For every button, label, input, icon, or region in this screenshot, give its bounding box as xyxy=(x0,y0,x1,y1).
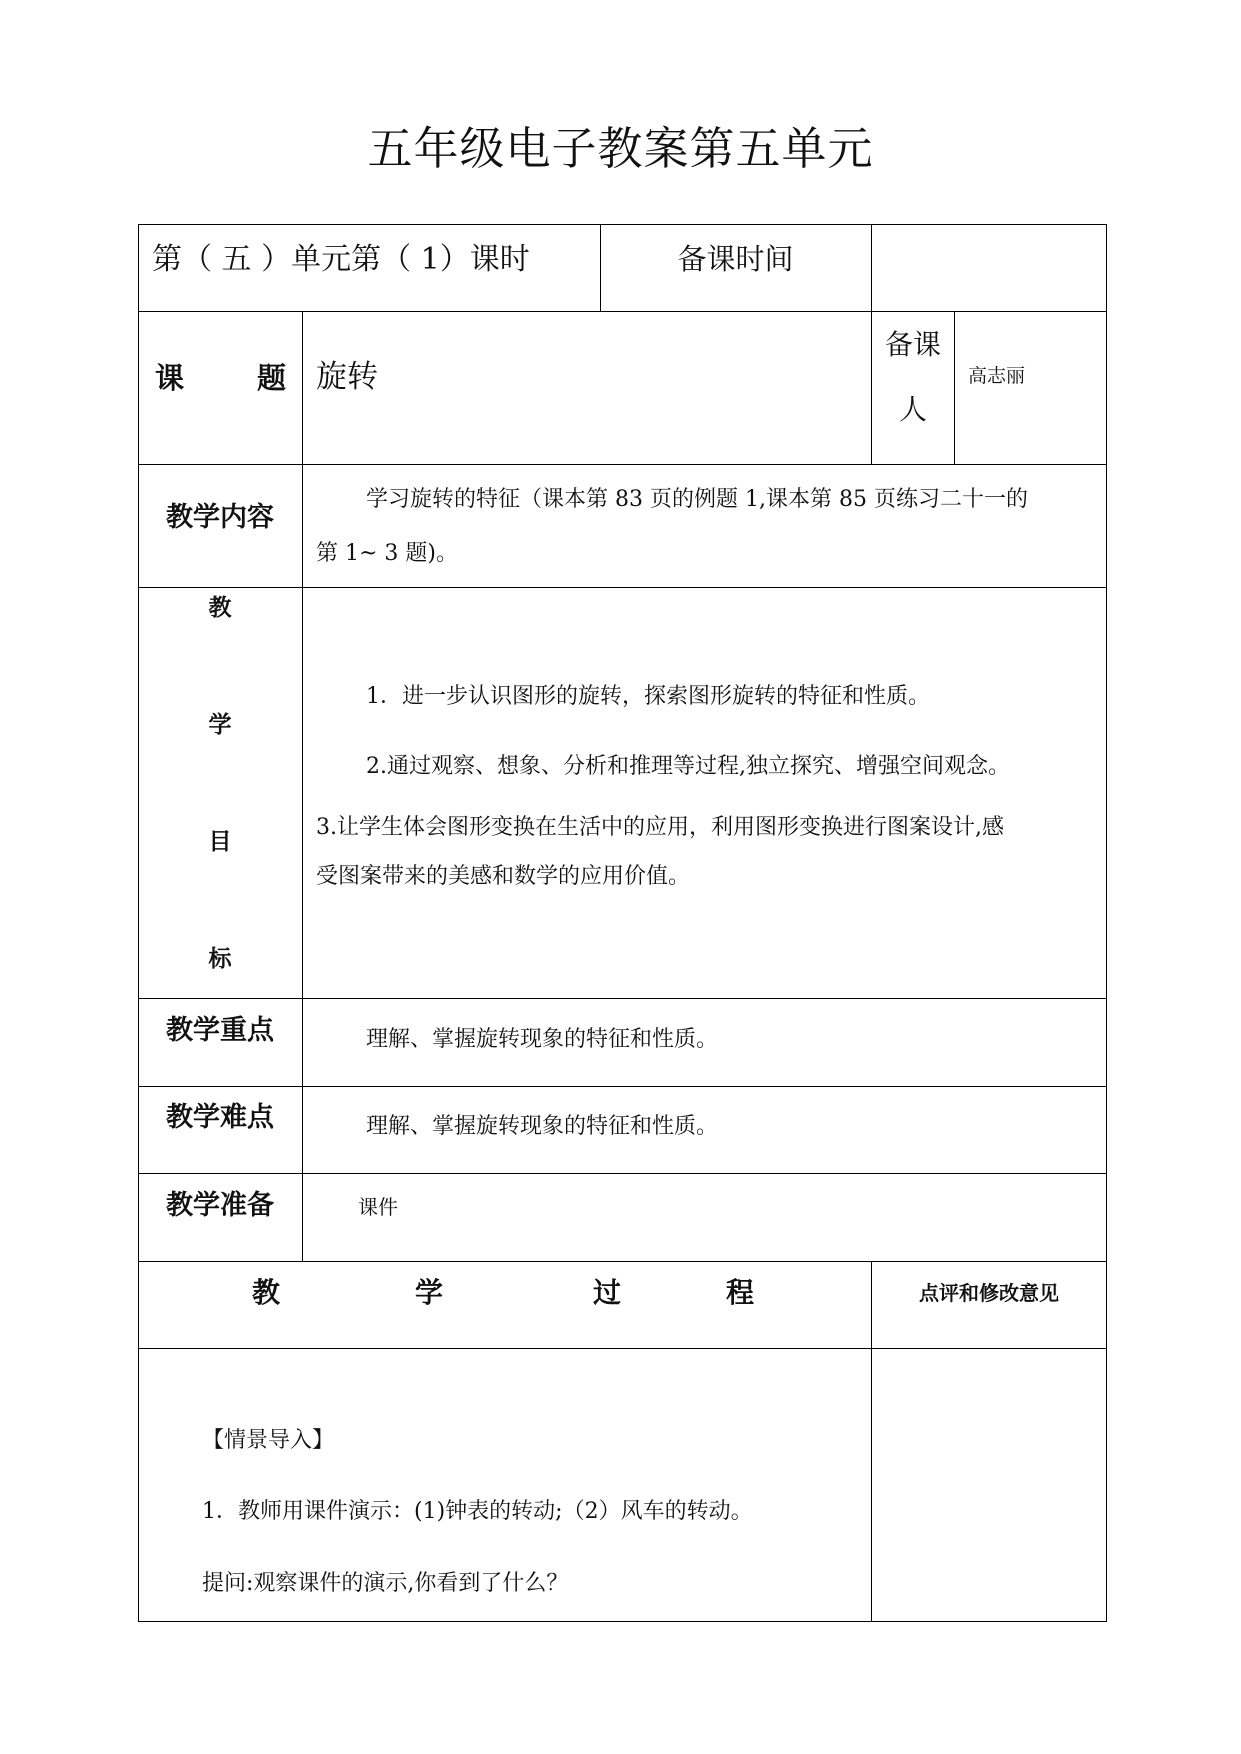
key-point-value: 理解、掌握旋转现象的特征和性质。 xyxy=(366,1027,719,1052)
col-divider xyxy=(954,311,955,465)
unit-lesson-label: 第（ 五 ）单元第（ 1）课时 xyxy=(152,242,530,277)
document-title: 五年级电子教案第五单元 xyxy=(367,122,874,175)
difficulty-label: 教学难点 xyxy=(166,1102,274,1133)
topic-label-char: 题 xyxy=(257,361,287,395)
goal-item: 受图案带来的美感和数学的应用价值。 xyxy=(316,864,691,889)
process-step: 1．教师用课件演示：(1)钟表的转动;（2）风车的转动。 xyxy=(202,1499,753,1524)
content-line: 第 1~ 3 题)。 xyxy=(316,541,458,566)
comments-header: 点评和修改意见 xyxy=(919,1281,1059,1305)
process-header-char: 过 xyxy=(593,1276,622,1309)
row-divider xyxy=(138,1348,1107,1349)
table-border-bottom xyxy=(138,1621,1107,1622)
topic-value: 旋转 xyxy=(316,359,378,395)
content-line: 学习旋转的特征（课本第 83 页的例题 1,课本第 85 页练习二十一的 xyxy=(366,487,1028,512)
prep-time-label: 备课时间 xyxy=(677,242,794,276)
topic-label-char: 课 xyxy=(155,361,185,395)
col-divider xyxy=(871,1261,872,1622)
row-divider xyxy=(138,1173,1107,1174)
preparer-label: 备课 xyxy=(884,328,941,361)
goal-item: 1．进一步认识图形的旋转，探索图形旋转的特征和性质。 xyxy=(366,684,930,709)
preparer-name: 高志丽 xyxy=(968,365,1026,387)
row-divider xyxy=(138,587,1107,588)
table-border-left xyxy=(138,224,139,1622)
preparation-label: 教学准备 xyxy=(166,1190,274,1221)
table-border-right xyxy=(1106,224,1107,1622)
row-divider xyxy=(138,1086,1107,1087)
goals-label-char: 目 xyxy=(208,829,232,855)
process-header-char: 学 xyxy=(415,1276,444,1309)
row-divider xyxy=(138,464,1107,465)
row-divider xyxy=(138,311,1107,312)
col-divider xyxy=(302,311,303,1262)
content-label: 教学内容 xyxy=(166,502,274,533)
goal-item: 3.让学生体会图形变换在生活中的应用，利用图形变换进行图案设计,感 xyxy=(316,815,1004,840)
key-point-label: 教学重点 xyxy=(166,1015,274,1046)
table-border-top xyxy=(138,224,1107,225)
process-question: 提问:观察课件的演示,你看到了什么？ xyxy=(202,1571,569,1596)
process-header-char: 程 xyxy=(726,1276,755,1309)
row-divider xyxy=(138,998,1107,999)
preparation-value: 课件 xyxy=(358,1195,398,1219)
row-divider xyxy=(138,1261,1107,1262)
goals-label-char: 教 xyxy=(208,595,232,621)
goals-label-char: 标 xyxy=(208,946,232,972)
goals-label-char: 学 xyxy=(208,712,232,738)
process-header-char: 教 xyxy=(252,1276,281,1309)
preparer-label: 人 xyxy=(898,393,927,426)
process-section-title: 【情景导入】 xyxy=(202,1428,335,1453)
goal-item: 2.通过观察、想象、分析和推理等过程,独立探究、增强空间观念。 xyxy=(366,754,1010,779)
difficulty-value: 理解、掌握旋转现象的特征和性质。 xyxy=(366,1114,719,1139)
